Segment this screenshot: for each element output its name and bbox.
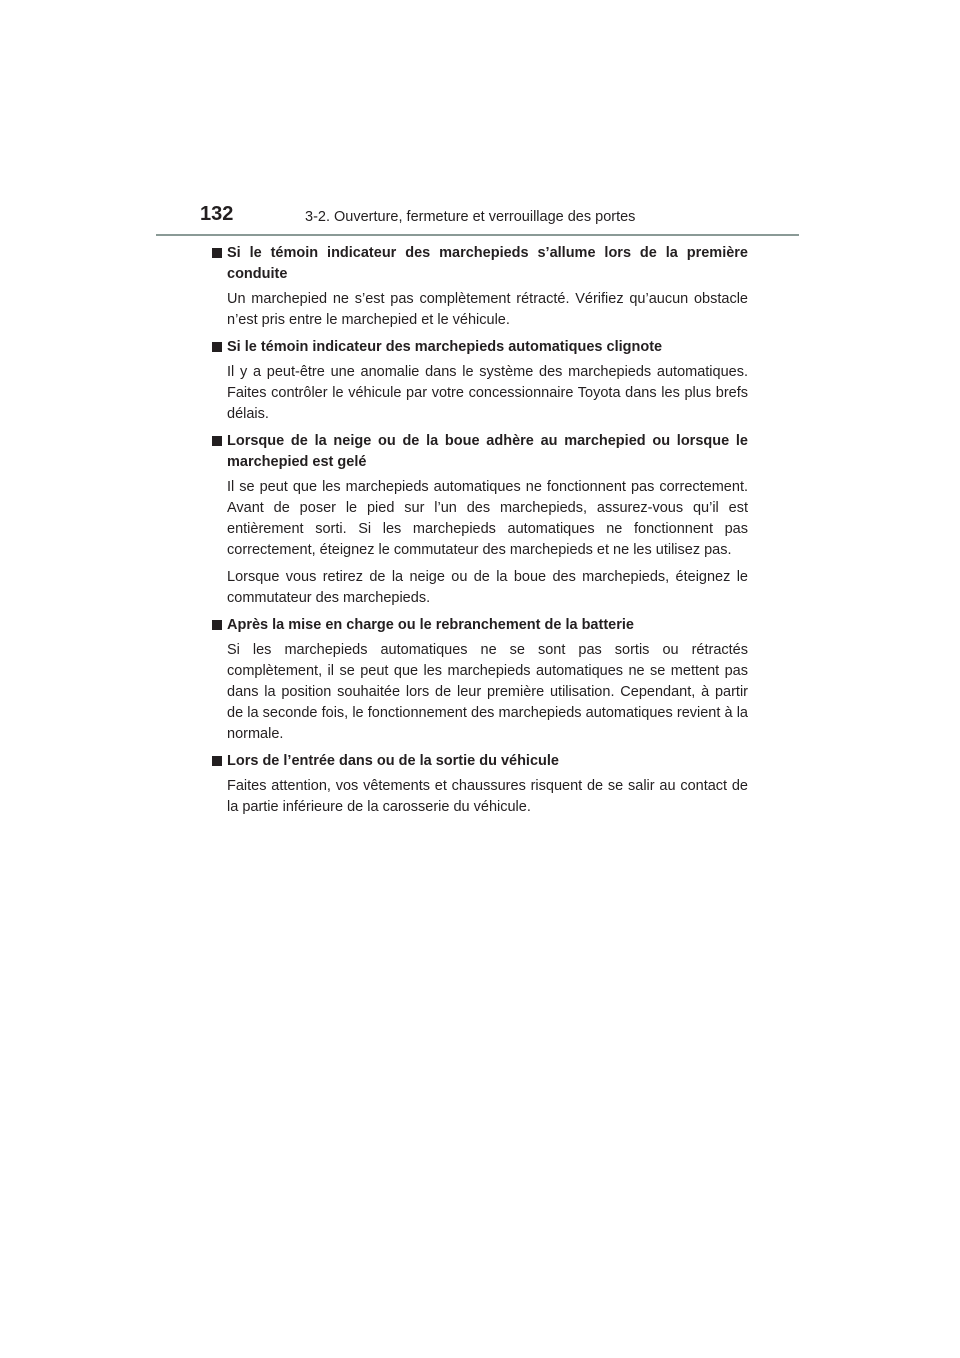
note-heading [212, 337, 748, 358]
note-heading [212, 751, 748, 772]
note-heading-text: Si le témoin indicateur des marchepieds s’allume lors de la première conduite [227, 245, 748, 282]
page-number: 132 [200, 203, 234, 225]
note-item [212, 431, 748, 609]
note-heading [212, 243, 748, 285]
square-bullet-icon [212, 756, 222, 766]
note-heading [212, 615, 748, 636]
note-heading-text: Si le témoin indicateur des marchepieds automatiques clignote [227, 339, 663, 355]
note-heading-text: Après la mise en charge ou le rebranchement de la batterie [227, 617, 634, 633]
note-paragraph: Il y a peut-être une anomalie dans le système des marchepieds automatiques. Faites contrôler le véhicule par votre concessionnaire Toyota dans les plus brefs délais. [227, 364, 748, 422]
square-bullet-icon [212, 342, 222, 352]
note-heading [212, 431, 748, 473]
note-paragraph: Faites attention, vos vêtements et chaussures risquent de se salir au contact de la partie inférieure de la carosserie du véhicule. [227, 778, 748, 815]
note-paragraph: Un marchepied ne s’est pas complètement rétracté. Vérifiez qu’aucun obstacle n’est pris entre le marchepied et le véhicule. [227, 291, 748, 328]
section-title: 3-2. Ouverture, fermeture et verrouillage des portes [305, 209, 636, 225]
note-item [212, 751, 748, 818]
note-item [212, 615, 748, 745]
note-heading-text: Lorsque de la neige ou de la boue adhère au marchepied ou lorsque le marchepied est gelé [227, 433, 748, 470]
note-paragraph: Il se peut que les marchepieds automatiques ne fonctionnent pas correctement. Avant de poser le pied sur l’un des marchepieds, assurez-vous qu’il est entièrement sorti. Si les marchepieds automatiques ne fonctionnent pas correctement, éteignez le commutateur des marchepieds et ne les utilisez pas. [227, 479, 748, 558]
note-item [212, 337, 748, 425]
square-bullet-icon [212, 436, 222, 446]
square-bullet-icon [212, 620, 222, 630]
note-paragraph: Lorsque vous retirez de la neige ou de la boue des marchepieds, éteignez le commutateur des marchepieds. [227, 569, 748, 606]
note-paragraph: Si les marchepieds automatiques ne se sont pas sortis ou rétractés complètement, il se peut que les marchepieds automatiques ne se mettent pas dans la position souhaitée lors de leur première utilisation. Cependant, à partir de la seconde fois, le fonctionnement des marchepieds automatiques revient à la normale. [227, 642, 748, 742]
note-heading-text: Lors de l’entrée dans ou de la sortie du véhicule [227, 753, 559, 769]
square-bullet-icon [212, 248, 222, 258]
note-item [212, 243, 748, 331]
page-content [212, 243, 748, 824]
page-header [156, 200, 799, 236]
